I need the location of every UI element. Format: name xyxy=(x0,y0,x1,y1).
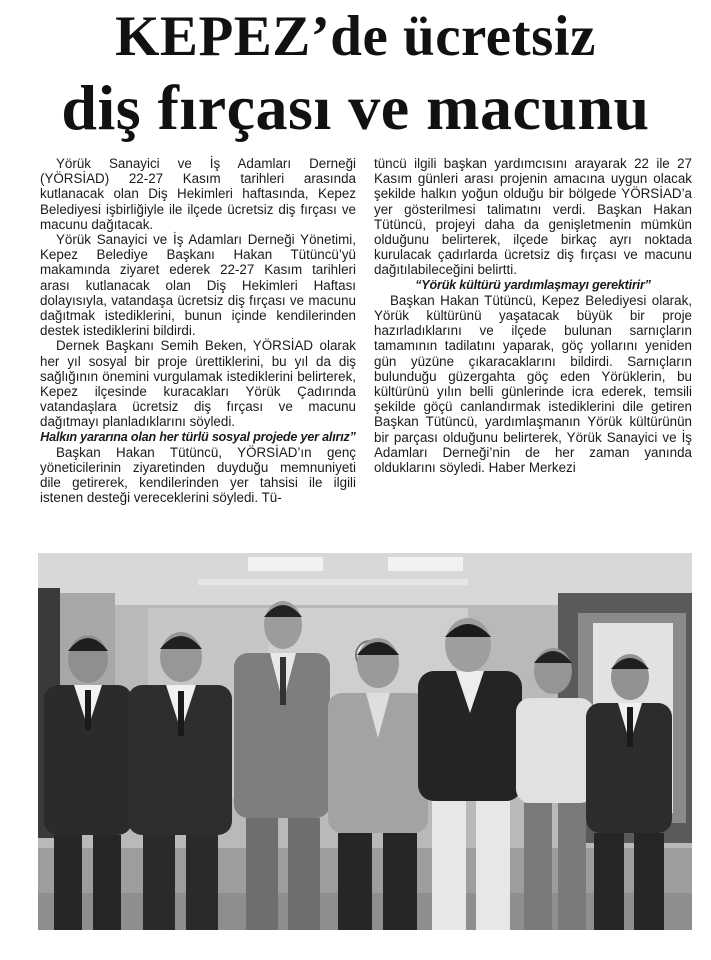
headline-line-2: diş fırçası ve macunu xyxy=(61,72,650,143)
article-column-right xyxy=(374,156,692,475)
paragraph: Dernek Başkanı Semih Beken, YÖRSİAD olarak her yıl sosyal bir proje ürettiklerini, bu yıl da diş sağlığının önemini vurgulamak istediklerini belirterek, Kepez ilçesinde kuracakları Yörük Çadırında vatandaşlara ücretsiz diş fırçası ve macunu dağıtmayı planladıklarını söyledi. xyxy=(40,338,356,430)
section-subheading: Halkın yararına olan her türlü sosyal projede yer alırız” xyxy=(40,429,356,444)
paragraph: Yörük Sanayici ve İş Adamları Derneği Yönetimi, Kepez Belediye Başkanı Hakan Tütüncü’yü makamında ziyaret ederek 22-27 Kasım tarihleri arası kutlanacak olan Diş Hekimleri Haftası dolayısıyla, vatandaşa ücretsiz diş fırçası ve macunu dağıtmak istediklerini, bunun içinde kendilerinden destek istediklerini bildirdi. xyxy=(40,232,356,339)
paragraph: Başkan Hakan Tütüncü, YÖRSİAD’ın genç yöneticilerinin ziyaretinden duyduğu memnuniyeti dile getirerek, kendilerinden yer tahsisi ile ilgili istenen desteği vereceklerini söyledi. Tü- xyxy=(40,444,356,506)
headline-line-1: KEPEZ’de ücretsiz xyxy=(115,5,596,68)
article-column-left xyxy=(40,156,356,506)
paragraph: tüncü ilgili başkan yardımcısını arayarak 22 ile 27 Kasım günleri arası projenin amacına uygun olacak şekilde halkın yoğun olduğu bir bölgede YÖRSİAD’a yer gösterilmesi talimatını verdi. Başkan Hakan Tütüncü, projeyi daha da genişletmenin mümkün olduğunu belirterek, ilçede birkaç ayrı noktada kurulacak çadırlarda ücretsiz diş fırçası ve macunu dağıtılabileceğini belirtti. xyxy=(374,156,692,278)
paragraph: Yörük Sanayici ve İş Adamları Derneği (YÖRSİAD) 22-27 Kasım tarihleri arasında kutlanacak olan Diş Hekimleri haftasında, Kepez Belediyesi işbirliğiyle ile ilçede ücretsiz diş fırçası ve macunu dağıtacak. xyxy=(40,156,356,232)
paragraph: Başkan Hakan Tütüncü, Kepez Belediyesi olarak, Yörük kültürünü yaşatacak büyük bir proje hazırladıklarını ve ilçede bulunan sarnıçların tamamının tadilatını yaparak, göç yollarını yeniden gün yüzüne çıkaracaklarını bildirdi. Sarnıçların bulunduğu güzergahta göç eden Yörüklerin, bu kültürünü yılın belli günlerinde icra ederek, temsili şekilde göçü canlandırmak istediklerini dile getiren Başkan Tütüncü, yardımlaşmanın Yörük kültürünün bir parçası olduğunu belirterek, Yörük Sanayici ve İş Adamları Derneği’nin de her zaman yanında olduklarını söyledi. Haber Merkezi xyxy=(374,292,692,476)
news-photo xyxy=(38,553,692,930)
section-subheading: “Yörük kültürü yardımlaşmayı gerektirir” xyxy=(415,277,651,292)
group-photo-illustration xyxy=(38,553,692,930)
